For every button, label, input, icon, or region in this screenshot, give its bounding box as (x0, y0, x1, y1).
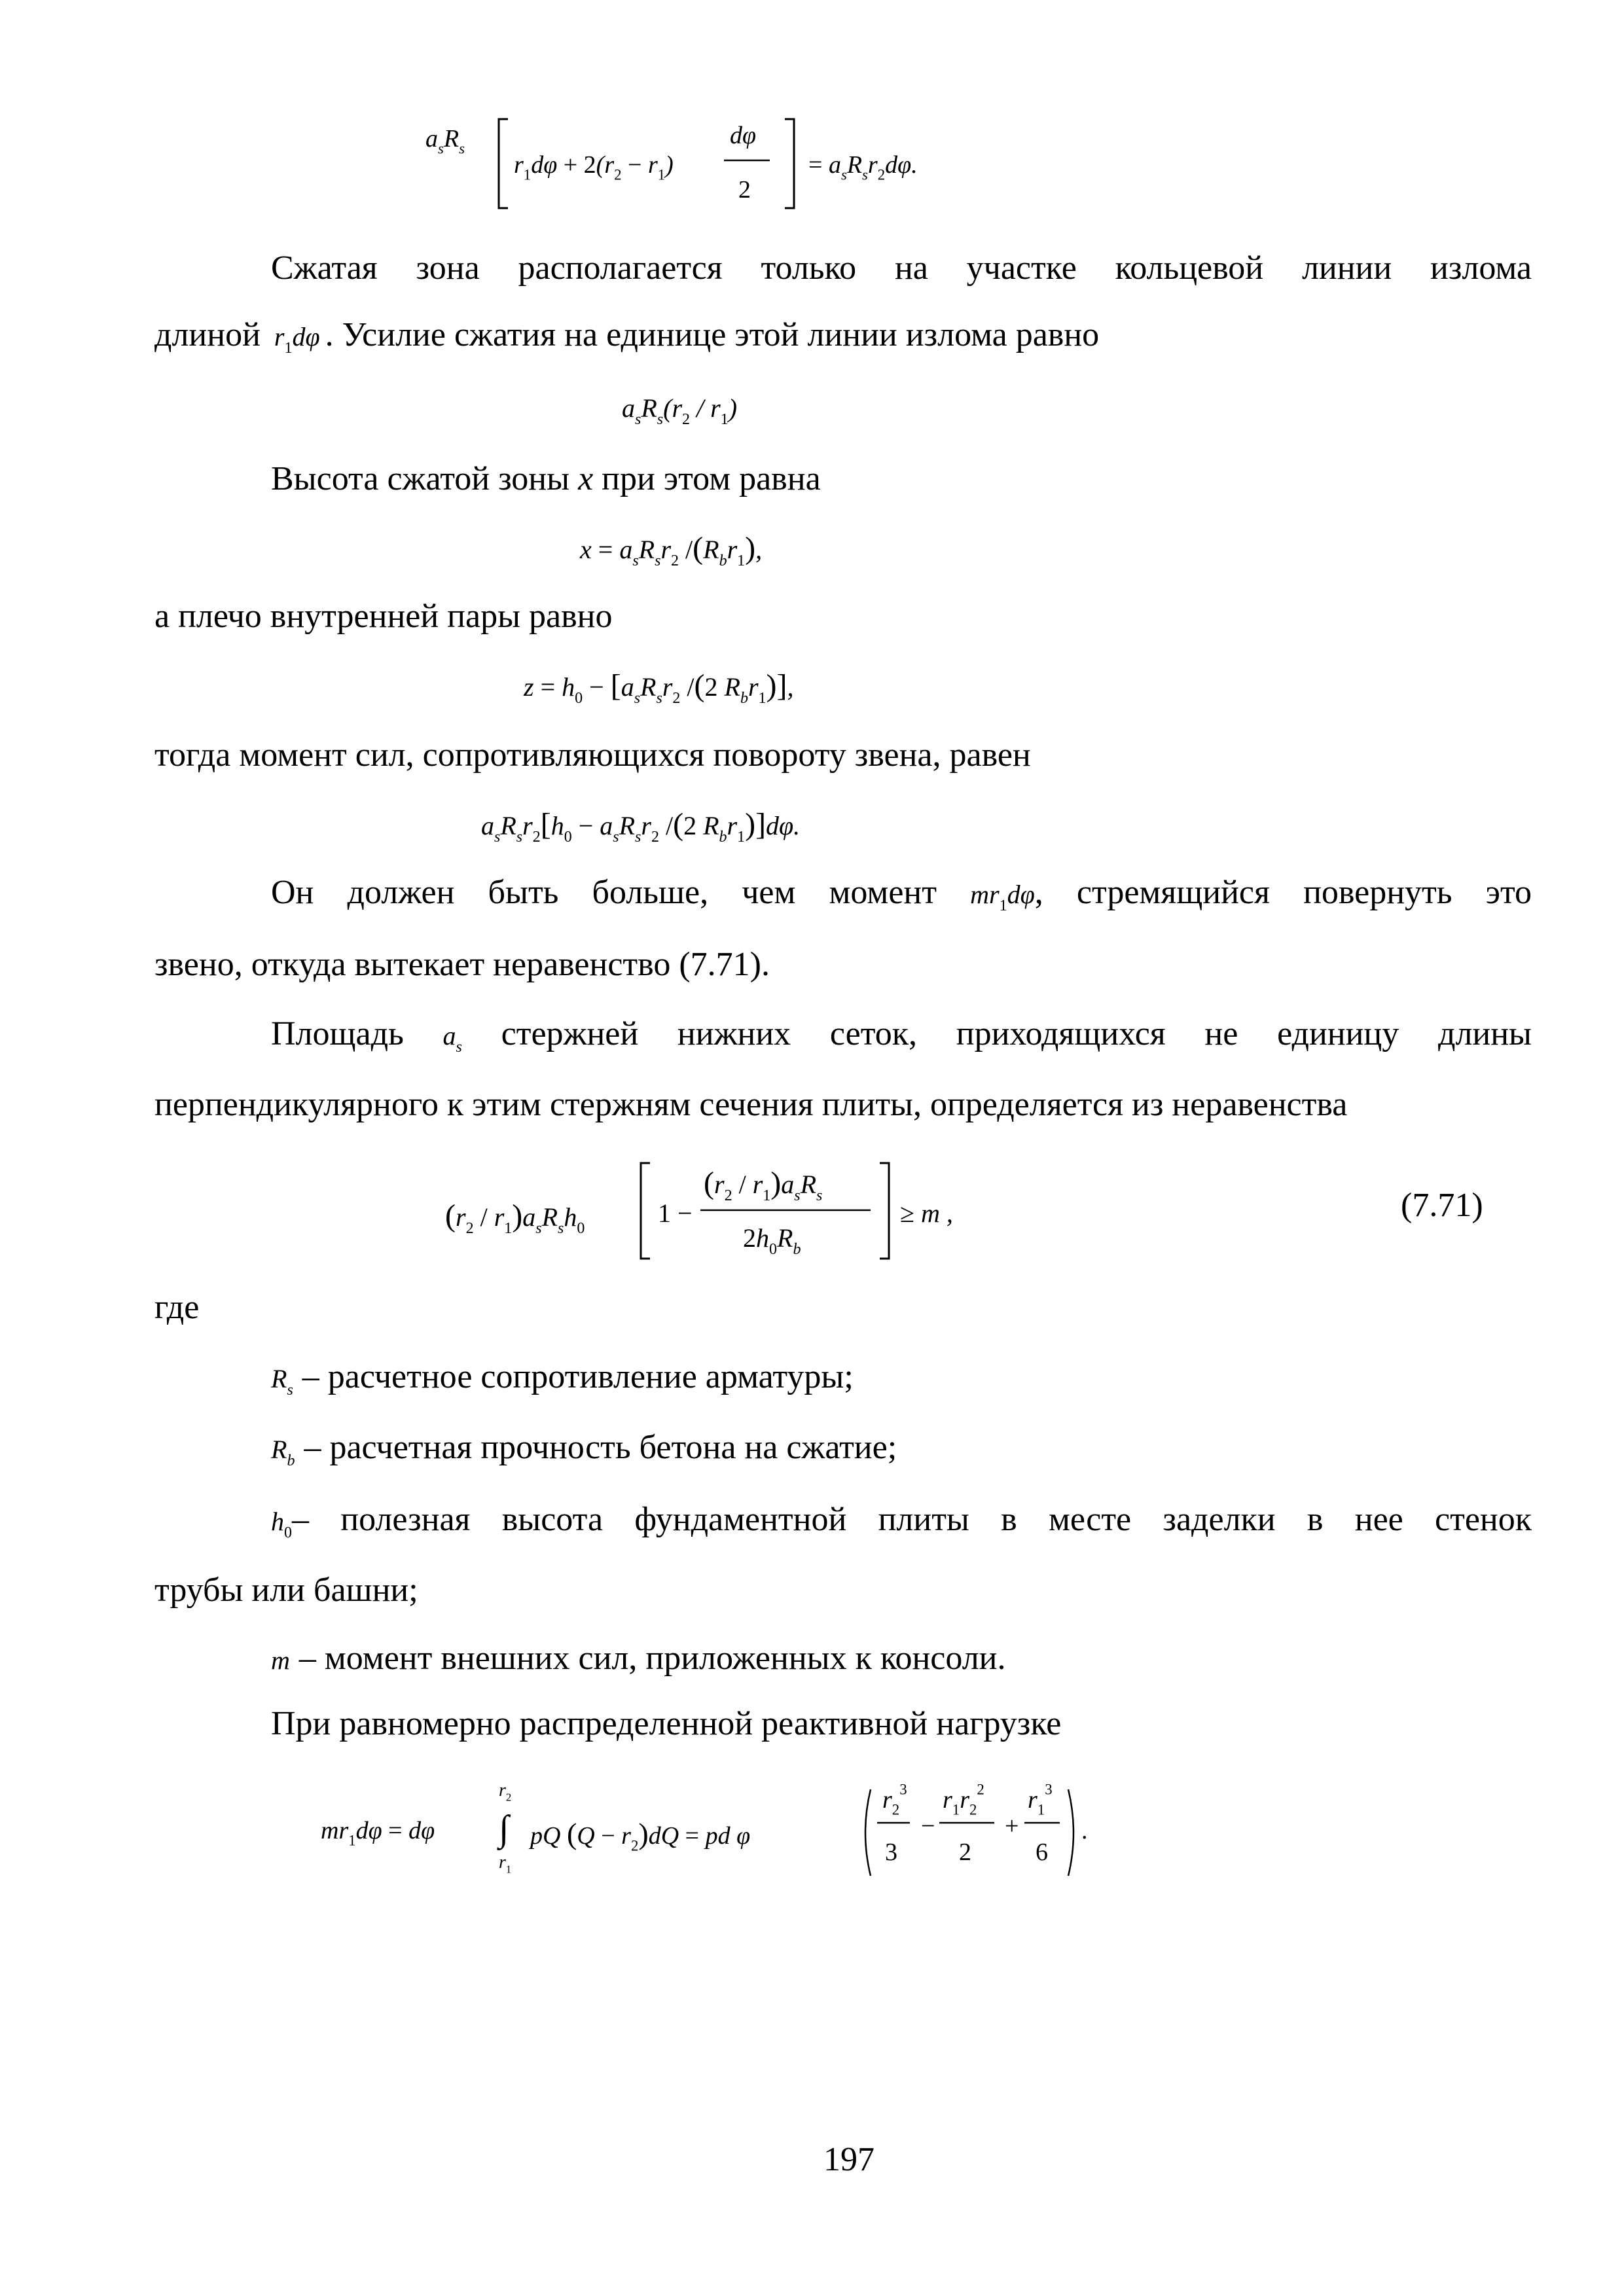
formula-1: $a_sR_s$ $r_1d\varphi + 2(r_2 - r_1)$ dφ 2 = $a_sR_sr_2d\varphi$. (425, 124, 465, 153)
right-bracket-1 (782, 118, 797, 209)
page-number: 197 (823, 2141, 875, 2178)
definition-m: m – момент внешних сил, приложенных к консоли. (271, 1640, 1006, 1677)
paragraph-2: Высота сжатой зоны x при этом равна (271, 460, 821, 497)
paragraph-4: тогда момент сил, сопротивляющихся повороту звена, равен (154, 736, 1031, 774)
definition-Rb: $R_b$ – расчетная прочность бетона на сжатие; (271, 1429, 897, 1469)
left-paren (857, 1787, 873, 1878)
equation-number: (7.71) (1401, 1187, 1483, 1224)
right-paren (1066, 1787, 1081, 1878)
inline-formula-r1dphi: $r_1d\varphi$ (274, 322, 320, 357)
paragraph-5-line-2: звено, откуда вытекает неравенство (7.71). (154, 946, 770, 983)
right-bracket-2 (877, 1162, 892, 1260)
where-label: где (154, 1289, 200, 1326)
definition-h0-line-1: $h_0-$ полезная высота фундаментной плиты в месте заделки в нее стенок (271, 1501, 1532, 1541)
left-bracket-2 (638, 1162, 653, 1260)
paragraph-6-line-1: Площадь $a_s$ стержней нижних сеток, приходящихся не единицу длины (271, 1015, 1532, 1056)
paragraph-7: При равномерно распределенной реактивной нагрузке (271, 1705, 1062, 1742)
paragraph-5-line-1: Он должен быть больше, чем момент $mr_1d\varphi$, стремящийся повернуть это (271, 874, 1532, 914)
formula-5: $a_sR_sr_2[h_0 - a_sR_sr_2$ /(2 $R_br_1)]d\varphi$. (481, 807, 801, 846)
paragraph-6-line-2: перпендикулярного к этим стержням сечения плиты, определяется из неравенства (154, 1086, 1348, 1123)
formula-4: $z = h_0 - [a_sR_sr_2$ /(2 $R_br_1$)], (524, 668, 794, 707)
left-bracket-1 (496, 118, 511, 209)
paragraph-3: а плечо внутренней пары равно (154, 598, 613, 635)
formula-2: $a_sR_s(r_2 / r_1)$ (622, 393, 738, 428)
paragraph-1-line-1: Сжатая зона располагается только на участке кольцевой линии излома (271, 249, 1532, 287)
definition-h0-line-2: трубы или башни; (154, 1571, 418, 1609)
inline-formula-as: $a_s$ (442, 1021, 462, 1056)
document-page: $a_sR_s$ $r_1d\varphi + 2(r_2 - r_1)$ dφ 2 = $a_sR_sr_2d\varphi$. Сжатая зона располагается только на участке кольцевой линии излома длиной $r_1d\varphi$ . Усилие сжатия на единице этой линии излома равно $a_sR_s(r_2 / r_1)$ Высота сжатой зоны x при этом равна $x = a_sR_sr_2$ $/(R_br_1)$, а плечо внутренней пары равно $z = h_0 - [a_sR_sr_2$ /(2 $R_br_1$)], тогда момент сил, сопротивляющихся повороту звена, равен $a_sR_sr_2[h_0 - a_sR_sr_2$ /(2 $R_br_1)]d\varphi$. Он должен быть больше, чем момент $mr_1d\varphi$, стремящийся повернуть это звено, откуда вытекает неравенство (7.71). Площадь $a_s$ стержней нижних сеток, приходящихся не единицу длины перпендикулярного к этим стержням сечения плиты, определяется из неравенства $(r_2 / r_1)a_sR_sh_0$ 1 − $(r_2 / r_1)a_sR_s$ $2h_0R_b$ ≥ m , (7.71) где $R_s$ – расчетное сопротивление арматуры; $R_b$ – расчетная прочность бетона на сжатие; $h_0-$ полезная высота фундаментной плиты в месте заделки в нее стенок трубы или башни; m – момент внешних сил, приложенных к консоли. При равномерно распределенной реактивной нагрузке $mr_1d\varphi = d\varphi$ $r_2$ ∫ $r_1$ pQ $(Q - r_2)dQ$ = pd φ $r_2^3$ 3 − $r_1r_2^2$ 2 + $r_1^3$ 6 . 197 (0, 0, 1624, 2296)
paragraph-1-line-2: длиной $r_1d\varphi$ . Усилие сжатия на единице этой линии излома равно (154, 316, 1100, 357)
definition-Rs: $R_s$ – расчетное сопротивление арматуры; (271, 1358, 854, 1399)
inline-formula-mr1dphi: $mr_1d\varphi$ (970, 880, 1035, 914)
formula-3: $x = a_sR_sr_2$ $/(R_br_1)$, (580, 531, 763, 569)
